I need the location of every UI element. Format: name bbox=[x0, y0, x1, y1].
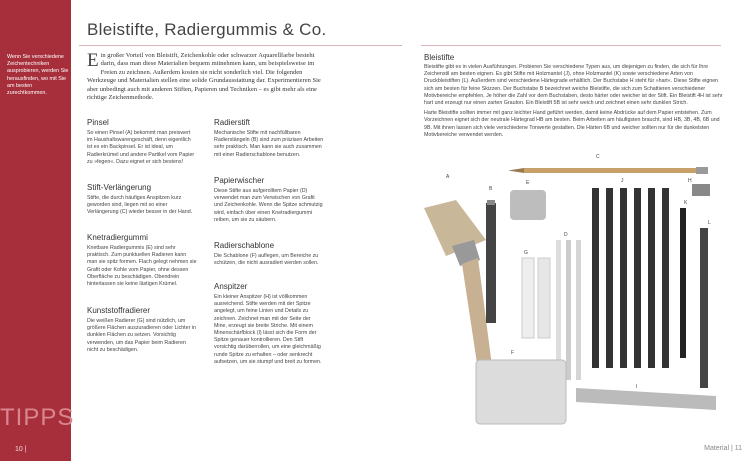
section-kunststoffradierer bbox=[87, 306, 197, 354]
label-d: D bbox=[564, 232, 568, 238]
section-text: Stifte, die durch häufiges Anspitzen kurz geworden sind, liegen mit so einer Verlängerung (C) wieder besser in der Hand. bbox=[87, 195, 193, 216]
page-title: Bleistifte, Radiergummis & Co. bbox=[87, 20, 327, 39]
blending-stumps-illustration bbox=[556, 240, 581, 380]
tip-text: Wenn Sie verschiedene Zeichentechniken ausprobieren, werden Sie herausfinden, wo mit Sie am besten zurechtkommen. bbox=[7, 54, 69, 97]
section-bleistifte bbox=[424, 53, 724, 142]
section-text: Ein kleiner Anspitzer (H) ist völlkommen ausreichend. Stifte werden mit der Spitze angelegt, um feine Linien und Details zu zeichnen. Zeichnet man mit der Seite der Mine, erzeugt sie breite Striche. Mit einem Minenschärfblock (I) lässt sich die Form der Spitze genauer kontrollieren. Den Stift vorsichtig darüberrollen, um eine gleichmäßig runde Spitze zu erhalten – oder senkrecht aufsetzen, um sie stumpf und breit zu formen. bbox=[214, 294, 322, 365]
intro-paragraph bbox=[87, 52, 329, 102]
pencils-illustration bbox=[592, 188, 669, 368]
tip-sidebar bbox=[0, 0, 75, 461]
right-divider bbox=[421, 45, 721, 46]
label-c: C bbox=[596, 154, 600, 160]
section-papierwischer bbox=[214, 176, 324, 224]
section-title: Radierschablone bbox=[214, 241, 275, 250]
section-text: Knetbare Radiergummis (E) sind sehr praktisch. Zum punktuellen Radieren kann man sie spitz formen. Flach gelegt nehmen sie Grafit oder Kohle vom Papier, ohne dessen Oberfläche zu beschädigen. Obendrein hinterlassen sie keine lästigen Krümel. bbox=[87, 245, 197, 288]
section-text: Diese Stifte aus aufgerolltem Papier (D) verwendet man zum Verwischen von Grafit und Zeichenkohle. Wenn die Spitze schmutzig wird, einfach über einen Knetradiergummi reiben, um sie zu säubern. bbox=[214, 188, 323, 223]
sanding-block-illustration bbox=[576, 388, 716, 410]
section-text-1: Bleistifte gibt es in vielen Ausführungen. Probieren Sie verschiedene Typen aus, um diejenigen zu finden, die sich für Ihre Zeichenstil am besten eignen. Es gibt Stifte mit Holzmantel (J), ohne Holzmantel (K) sowie verschiedene Arten von Druckbleistiften (L). Außerdem sind verschiedene Härtegrade erhältlich. Der Buchstabe H steht für »hart«. Diese Stifte eignen sich am besten für feine Skizzen. Der Buchstabe B bezeichnet weiche Bleistifte, die sich zum Schattieren verschiedener Motivbereiche empfehlen. Je höher die Zahl vor dem Buchstaben, desto härter oder weicher ist der Stift. Ein Bleistift 4H ist sehr hart und erzeugt nur einen zarten Grauton. Ein Bleistift 5B ist sehr weich und zeichnet einen sehr dunklen Strich. bbox=[424, 64, 723, 107]
section-radierschablone bbox=[214, 241, 324, 267]
section-title: Kunststoffradierer bbox=[87, 306, 150, 315]
section-text: Die weißen Radierer (G) sind nützlich, um größere Flächen auszuradieren oder Lichter in dunklen Flächen zu setzen. Vorsichtig verwenden, um das Papier beim Radieren nicht zu beschädigen. bbox=[87, 318, 196, 353]
section-text: Die Schablone (F) auflegen, um Bereiche zu schützen, die nicht ausradiert werden sollen. bbox=[214, 253, 319, 267]
label-b: B bbox=[489, 186, 493, 192]
label-h: H bbox=[688, 178, 692, 184]
white-erasers-illustration bbox=[522, 258, 550, 338]
stencil-illustration bbox=[476, 360, 566, 424]
label-i: I bbox=[636, 384, 638, 390]
section-anspitzer bbox=[214, 282, 324, 366]
woodless-pencil-illustration bbox=[680, 208, 686, 358]
sharpener-illustration bbox=[692, 184, 710, 196]
label-a: A bbox=[446, 174, 450, 180]
section-title: Stift-Verlängerung bbox=[87, 183, 152, 192]
section-stift-verlaengerung bbox=[87, 183, 197, 217]
label-j: J bbox=[621, 178, 624, 184]
section-text-2: Harte Bleistifte sollten immer mit ganz leichter Hand geführt werden, damit keine Abdrücke auf dem Papier entstehen. Zum Vorzeichnen eignet sich der neutrale Härtegrad HB am besten. Beim Arbeiten am häufigsten braucht, sind HB, 3B, 4B, 6B und 9B. Mit ihnen lassen sich viele verschiedene Tonwerte gestalten. Die Härten 6B und weicher sollten nur für die dunkelsten Motivbereiche verwendet werden. bbox=[424, 110, 720, 138]
section-title: Papierwischer bbox=[214, 176, 265, 185]
section-title: Anspitzer bbox=[214, 282, 248, 291]
section-title: Knetradiergummi bbox=[87, 233, 148, 242]
section-text: So einen Pinsel (A) bekommt man preiswert im Haushaltswarengeschäft, denn eigentlich ist es ein Backpinsel. Er ist ideal, um Radierkrümel und andere Partikel vom Papier zu »fegen«. Dazu eignet er sich bestens! bbox=[87, 130, 195, 165]
section-title: Radierstift bbox=[214, 118, 251, 127]
label-l: L bbox=[708, 220, 711, 226]
section-radierstift bbox=[214, 118, 324, 159]
section-title: Pinsel bbox=[87, 118, 109, 127]
right-page-number: Material | 11 bbox=[704, 445, 742, 452]
brush-illustration bbox=[424, 200, 492, 370]
mechanical-pencil-illustration bbox=[700, 228, 708, 388]
pencil-extender-illustration bbox=[508, 167, 708, 174]
label-f: F bbox=[511, 350, 515, 356]
left-divider bbox=[79, 45, 402, 46]
tipps-label: TIPPS bbox=[0, 404, 75, 431]
drop-cap: E bbox=[87, 50, 99, 71]
section-knetradiergummi bbox=[87, 233, 197, 288]
eraser-pen-illustration bbox=[486, 200, 496, 323]
section-pinsel bbox=[87, 118, 197, 166]
section-text: Mechanische Stifte mit nachfüllbaren Radierstängeln (B) sind zum präzisen Arbeiten sehr praktisch. Man kann sie auch zusammen mit einer Radierschablone benutzen. bbox=[214, 130, 324, 158]
section-title: Bleistifte bbox=[424, 53, 455, 62]
label-k: K bbox=[684, 200, 688, 206]
drawing-tools-photo bbox=[416, 148, 742, 440]
label-e: E bbox=[526, 180, 530, 186]
intro-text: in großer Vorteil von Bleistift, Zeichenkohle oder schwarzer Aquarellfarbe besteht darin, dass man diese Materialien bequem mitnehmen kann, um beispielsweise im Freien zu zeichnen. Außerdem kosten sie nicht sonderlich viel. Die folgenden Werkzeuge und Materialien stellen eine solide Grundausstattung dar. Experimentieren Sie aber unbedingt auch mit anderen Stiften, Papieren und Techniken – es gibt mehr als eine richtige Zeichenmethode. bbox=[87, 52, 321, 102]
kneaded-eraser-illustration bbox=[510, 190, 546, 220]
label-g: G bbox=[524, 250, 528, 256]
left-page-number: 10 | bbox=[15, 446, 27, 453]
